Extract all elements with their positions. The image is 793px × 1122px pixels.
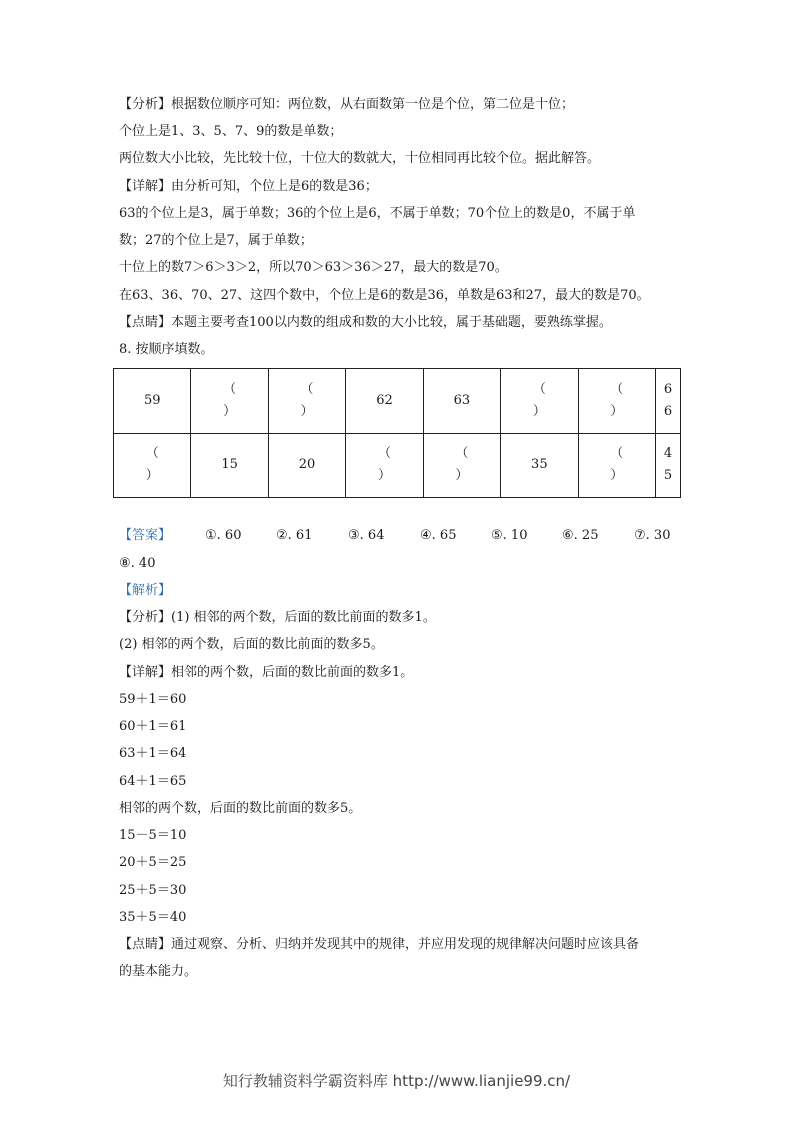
equation-line: 59＋1＝60 <box>119 692 187 707</box>
detail-line-5: 在63、36、70、27、这四个数中，个位上是6的数是36，单数是63和27，最大的数是70。 <box>119 288 650 303</box>
comment-line: 【点睛】本题主要考查100以内数的组成和数的大小比较，属于基础题，要熟练掌握。 <box>119 315 612 330</box>
equation-line: 25＋5＝30 <box>119 883 187 898</box>
table-cell: 20 <box>268 433 345 498</box>
blank-cell[interactable]: （ ） <box>423 433 500 498</box>
comment-line: 【点睛】通过观察、分析、归纳并发现其中的规律，并应用发现的规律解决问题时应该具备 <box>119 937 640 952</box>
answer-item: ③. 64 <box>348 528 385 543</box>
equation-line: 20＋5＝25 <box>119 855 187 870</box>
explanation-line: (2) 相邻的两个数，后面的数比前面的数多5。 <box>119 637 384 652</box>
table-row <box>114 369 681 434</box>
answer-label: 【答案】 <box>119 528 172 543</box>
footer-watermark: 知行教辅资料学霸资料库 http://www.lianjie99.cn/ <box>222 1072 571 1090</box>
blank-cell[interactable]: （ ） <box>346 433 423 498</box>
equation-line: 60＋1＝61 <box>119 719 187 734</box>
answer-item: ⑥. 25 <box>562 528 599 543</box>
table-cell: 15 <box>191 433 268 498</box>
comment-line: 的基本能力。 <box>119 964 198 979</box>
answer-item: ⑤. 10 <box>491 528 528 543</box>
explanation-label: 【解析】 <box>119 583 172 598</box>
blank-cell[interactable]: （ ） <box>578 433 655 498</box>
question-title: 8. 按顺序填数。 <box>119 342 214 357</box>
explanation-line: 【分析】(1) 相邻的两个数，后面的数比前面的数多1。 <box>119 610 436 625</box>
answer-item: ④. 65 <box>420 528 457 543</box>
detail-line-4: 十位上的数7＞6＞3＞2，所以70＞63＞36＞27，最大的数是70。 <box>119 260 508 275</box>
explanation-line: 相邻的两个数，后面的数比前面的数多5。 <box>119 801 362 816</box>
equation-line: 64＋1＝65 <box>119 774 187 789</box>
blank-cell[interactable]: （ ） <box>191 369 268 434</box>
detail-line-2: 63的个位上是3，属于单数；36的个位上是6，不属于单数；70个位上的数是0，不属于单 <box>119 206 636 221</box>
detail-line-1: 【详解】由分析可知，个位上是6的数是36； <box>119 179 378 194</box>
answer-item: ⑧. 40 <box>119 556 156 571</box>
equation-line: 35＋5＝40 <box>119 910 187 925</box>
analysis-line-1: 【分析】根据数位顺序可知：两位数，从右面数第一位是个位，第二位是十位； <box>119 97 575 112</box>
blank-cell[interactable]: （ ） <box>114 433 191 498</box>
table-cell: 4 5 <box>656 433 681 498</box>
table-cell: 35 <box>501 433 578 498</box>
fill-number-table <box>113 368 681 498</box>
table-row <box>114 433 681 498</box>
equation-line: 63＋1＝64 <box>119 746 187 761</box>
analysis-line-3: 两位数大小比较，先比较十位，十位大的数就大，十位相同再比较个位。据此解答。 <box>119 151 601 166</box>
blank-cell[interactable]: （ ） <box>578 369 655 434</box>
blank-cell[interactable]: （ ） <box>501 369 578 434</box>
answer-item: ①. 60 <box>205 528 242 543</box>
table-cell: 63 <box>423 369 500 434</box>
answer-item: ⑦. 30 <box>634 528 671 543</box>
table-cell: 6 6 <box>656 369 681 434</box>
analysis-line-2: 个位上是1、3、5、7、9的数是单数； <box>119 124 343 139</box>
blank-cell[interactable]: （ ） <box>268 369 345 434</box>
equation-line: 15－5＝10 <box>119 828 187 843</box>
table-cell: 62 <box>346 369 423 434</box>
explanation-line: 【详解】相邻的两个数，后面的数比前面的数多1。 <box>119 665 414 680</box>
detail-line-3: 数；27的个位上是7，属于单数； <box>119 233 313 248</box>
table-cell: 59 <box>114 369 191 434</box>
answer-item: ②. 61 <box>276 528 313 543</box>
